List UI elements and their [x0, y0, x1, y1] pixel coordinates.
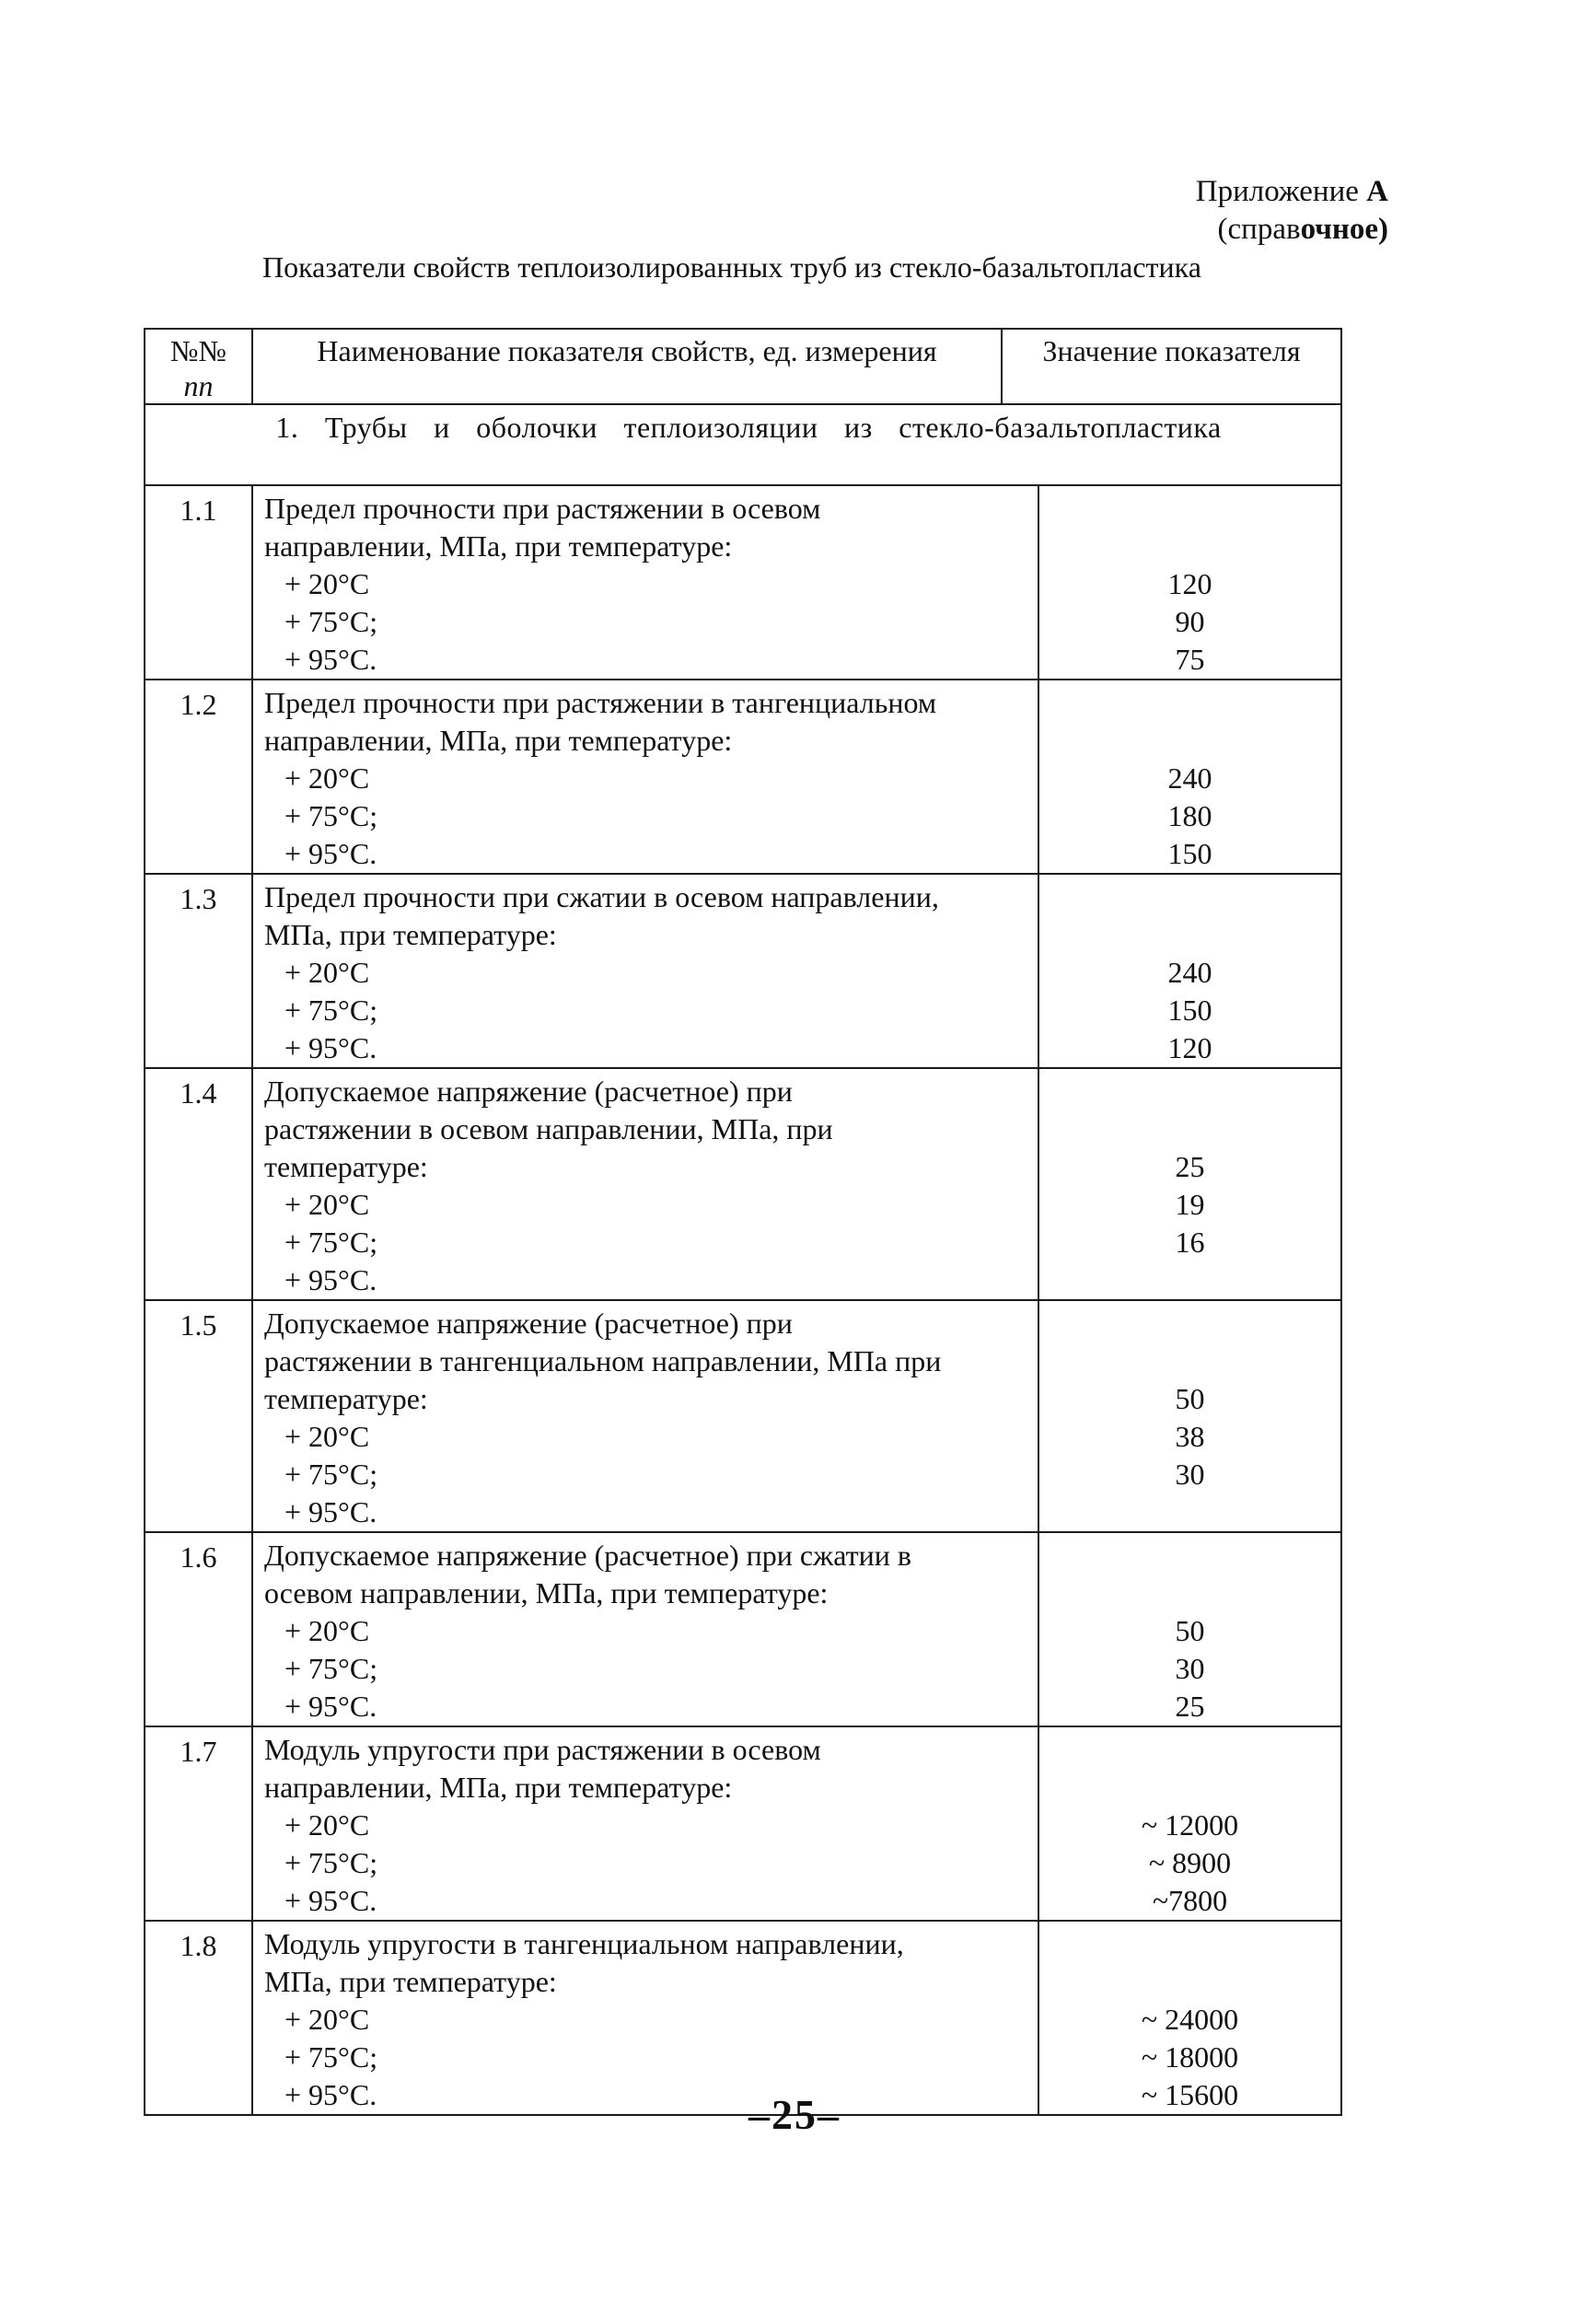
- value-line: 50: [1175, 1382, 1205, 1415]
- row-values: [1038, 680, 1341, 874]
- temperature-line: + 75°С;: [284, 1458, 378, 1491]
- value-line: [1039, 684, 1340, 722]
- table-row: [145, 1726, 1341, 1921]
- value-line: 25: [1175, 1690, 1205, 1723]
- temperature-line: + 95°С.: [284, 1690, 377, 1723]
- value-line: 150: [1167, 837, 1212, 870]
- row-values: [1038, 1726, 1341, 1921]
- page-number: –25–: [748, 2091, 841, 2138]
- temperature-line: + 75°С;: [284, 605, 378, 638]
- temperature-line: + 20°С: [284, 956, 370, 989]
- value-line: [1039, 1575, 1340, 1612]
- row-property-name: [252, 680, 1038, 874]
- temperature-line: + 95°С.: [284, 837, 377, 870]
- header-property-name: Наименование показателя свойств, ед. измерения: [252, 329, 1002, 404]
- temperature-line: + 20°С: [284, 1808, 370, 1842]
- value-line: 38: [1175, 1420, 1205, 1453]
- value-line: 30: [1175, 1652, 1205, 1685]
- appendix-type-part-1: (справ: [1217, 213, 1301, 246]
- property-text-line: Модуль упругости при растяжении в осевом: [264, 1733, 821, 1766]
- property-text-line: температуре:: [264, 1150, 428, 1183]
- header-number-abbrev: пп: [183, 369, 214, 402]
- row-values: [1038, 1300, 1341, 1532]
- header-property-value: Значение показателя: [1002, 329, 1341, 404]
- header-number-symbol: №№: [169, 334, 227, 367]
- temperature-line: + 95°С.: [284, 2078, 377, 2111]
- appendix-type-part-2: очное): [1300, 213, 1388, 246]
- property-text-line: Допускаемое напряжение (расчетное) при сжатии в: [264, 1539, 911, 1572]
- property-text-line: направлении, МПа, при температуре:: [264, 724, 733, 757]
- temperature-line: + 95°С.: [284, 1495, 377, 1528]
- value-line: [1039, 528, 1340, 565]
- row-number: 1.7: [145, 1726, 252, 1921]
- section-title: [145, 404, 1341, 485]
- row-property-name: [252, 1300, 1038, 1532]
- temperature-line: + 75°С;: [284, 1652, 378, 1685]
- property-text-line: Допускаемое напряжение (расчетное) при: [264, 1075, 793, 1108]
- temperature-line: + 20°С: [284, 1614, 370, 1647]
- property-text-line: Предел прочности при растяжении в тангенциальном: [264, 686, 937, 719]
- temperature-line: + 75°С;: [284, 799, 378, 832]
- value-line: ~ 8900: [1148, 1846, 1232, 1879]
- property-text-line: Предел прочности при сжатии в осевом направлении,: [264, 880, 939, 913]
- value-line: [1039, 1110, 1340, 1148]
- row-property-name: [252, 1532, 1038, 1726]
- value-line: [1039, 1493, 1340, 1531]
- row-property-name: [252, 485, 1038, 680]
- value-line: [1039, 878, 1340, 916]
- temperature-line: + 75°С;: [284, 994, 378, 1027]
- value-line: [1039, 916, 1340, 954]
- appendix-word: Приложение: [1195, 175, 1367, 208]
- property-text-line: осевом направлении, МПа, при температуре:: [264, 1576, 829, 1609]
- row-number: 1.4: [145, 1068, 252, 1300]
- row-values: [1038, 1921, 1341, 2115]
- property-text-line: Модуль упругости в тангенциальном направлении,: [264, 1927, 904, 1960]
- value-line: 25: [1175, 1150, 1205, 1183]
- value-line: 90: [1175, 605, 1205, 638]
- temperature-line: + 75°С;: [284, 1846, 378, 1879]
- value-line: [1039, 1261, 1340, 1299]
- value-line: ~ 18000: [1141, 2040, 1239, 2074]
- value-line: 120: [1167, 1031, 1212, 1064]
- property-text-line: МПа, при температуре:: [264, 918, 557, 951]
- value-line: [1039, 1963, 1340, 2001]
- value-line: ~ 24000: [1141, 2003, 1239, 2036]
- property-text-line: МПа, при температуре:: [264, 1965, 557, 1998]
- temperature-line: + 95°С.: [284, 1031, 377, 1064]
- value-line: 120: [1167, 567, 1212, 600]
- property-text-line: направлении, МПа, при температуре:: [264, 529, 733, 563]
- appendix-line-2: [1196, 211, 1388, 249]
- row-values: [1038, 1068, 1341, 1300]
- value-line: ~ 15600: [1141, 2078, 1239, 2111]
- value-line: [1039, 1731, 1340, 1769]
- table-row: [145, 874, 1341, 1068]
- temperature-line: + 75°С;: [284, 1226, 378, 1259]
- row-number: 1.5: [145, 1300, 252, 1532]
- property-text-line: Допускаемое напряжение (расчетное) при: [264, 1307, 793, 1340]
- row-number: 1.6: [145, 1532, 252, 1726]
- appendix-label: [1196, 173, 1388, 249]
- table-header-row: [145, 329, 1341, 404]
- table-row: [145, 1068, 1341, 1300]
- row-number: 1.8: [145, 1921, 252, 2115]
- value-line: 50: [1175, 1614, 1205, 1647]
- row-number: 1.2: [145, 680, 252, 874]
- header-number: [145, 329, 252, 404]
- value-line: [1039, 1342, 1340, 1380]
- value-line: [1039, 1073, 1340, 1110]
- table-row: [145, 1300, 1341, 1532]
- temperature-line: + 20°С: [284, 1420, 370, 1453]
- temperature-line: + 95°С.: [284, 1884, 377, 1917]
- value-line: 150: [1167, 994, 1212, 1027]
- temperature-line: + 95°С.: [284, 1263, 377, 1296]
- property-text-line: растяжении в тангенциальном направлении, МПа при: [264, 1344, 942, 1377]
- temperature-line: + 20°С: [284, 2003, 370, 2036]
- properties-table: [144, 328, 1342, 2116]
- table-row: [145, 485, 1341, 680]
- value-line: [1039, 1925, 1340, 1963]
- table-row: [145, 1532, 1341, 1726]
- value-line: 180: [1167, 799, 1212, 832]
- appendix-line-1: [1196, 173, 1388, 211]
- temperature-line: + 20°С: [284, 1188, 370, 1221]
- row-number: 1.1: [145, 485, 252, 680]
- temperature-line: + 75°С;: [284, 2040, 378, 2074]
- value-line: [1039, 490, 1340, 528]
- table-row: [145, 1921, 1341, 2115]
- value-line: ~7800: [1152, 1884, 1228, 1917]
- temperature-line: + 20°С: [284, 567, 370, 600]
- value-line: [1039, 1769, 1340, 1807]
- row-property-name: [252, 1726, 1038, 1921]
- row-property-name: [252, 874, 1038, 1068]
- value-line: 240: [1167, 761, 1212, 795]
- value-line: 240: [1167, 956, 1212, 989]
- property-text-line: Предел прочности при растяжении в осевом: [264, 492, 821, 525]
- value-line: [1039, 1537, 1340, 1575]
- row-number: 1.3: [145, 874, 252, 1068]
- value-line: [1039, 1305, 1340, 1342]
- section-title-text: 1. Трубы и оболочки теплоизоляции из стекло-базальтопластика: [275, 411, 1222, 444]
- temperature-line: + 95°С.: [284, 643, 377, 676]
- row-property-name: [252, 1068, 1038, 1300]
- row-values: [1038, 874, 1341, 1068]
- appendix-letter: А: [1366, 175, 1388, 208]
- property-text-line: растяжении в осевом направлении, МПа, при: [264, 1112, 833, 1145]
- property-text-line: направлении, МПа, при температуре:: [264, 1771, 733, 1804]
- row-values: [1038, 1532, 1341, 1726]
- temperature-line: + 20°С: [284, 761, 370, 795]
- value-line: 19: [1175, 1188, 1205, 1221]
- value-line: [1039, 722, 1340, 760]
- table-section-row: [145, 404, 1341, 485]
- value-line: 75: [1175, 643, 1205, 676]
- document-title: Показатели свойств теплоизолированных труб из стекло-базальтопластика: [262, 250, 1201, 284]
- value-line: ~ 12000: [1141, 1808, 1239, 1842]
- value-line: 30: [1175, 1458, 1205, 1491]
- value-line: 16: [1175, 1226, 1205, 1259]
- property-text-line: температуре:: [264, 1382, 428, 1415]
- table-row: [145, 680, 1341, 874]
- row-values: [1038, 485, 1341, 680]
- row-property-name: [252, 1921, 1038, 2115]
